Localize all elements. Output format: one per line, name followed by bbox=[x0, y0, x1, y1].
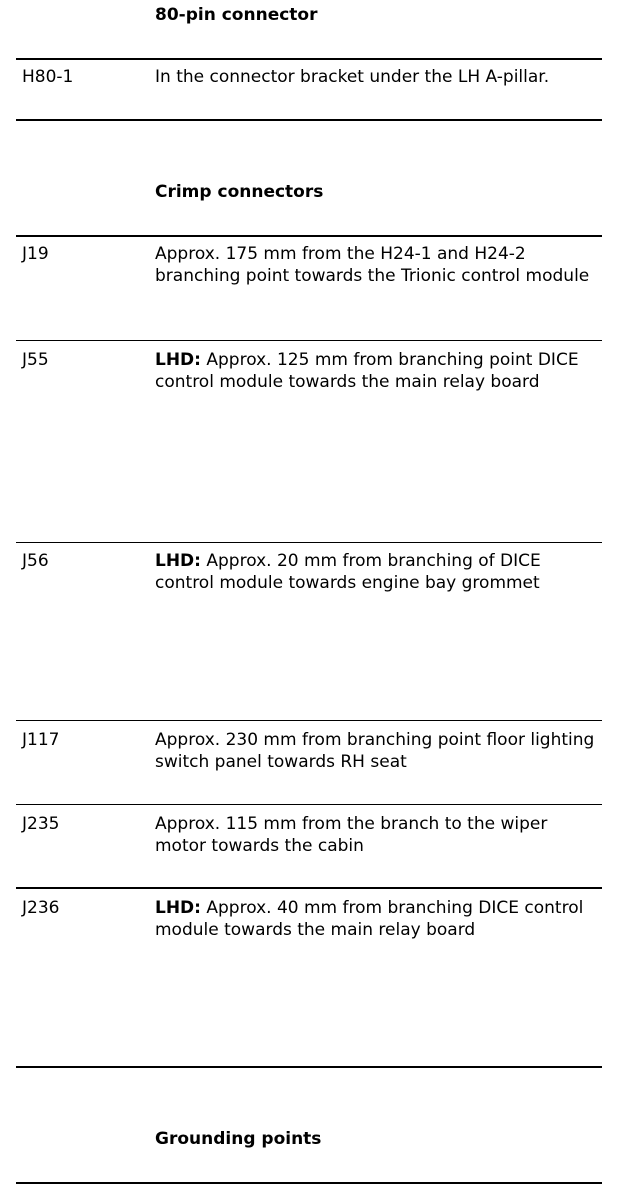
row-description-j56 bbox=[155, 550, 600, 594]
divider bbox=[16, 804, 602, 805]
divider bbox=[16, 58, 602, 60]
row-code-h80-1: H80-1 bbox=[22, 67, 74, 87]
row-prefix: LHD: bbox=[155, 898, 201, 918]
section-heading-crimp-connectors: Crimp connectors bbox=[155, 182, 324, 202]
row-text: In the connector bracket under the LH A-pillar. bbox=[155, 67, 550, 87]
row-text: Approx. 20 mm from branching of DICE control module towards engine bay grommet bbox=[155, 551, 541, 593]
divider bbox=[16, 1182, 602, 1184]
row-description-j236 bbox=[155, 897, 600, 941]
row-description-j19 bbox=[155, 243, 600, 287]
divider bbox=[16, 340, 602, 341]
row-description-j235 bbox=[155, 813, 600, 857]
row-text: Approx. 115 mm from the branch to the wiper motor towards the cabin bbox=[155, 814, 548, 856]
row-code-j19: J19 bbox=[22, 244, 49, 264]
row-description-j55 bbox=[155, 349, 600, 393]
row-code-j117: J117 bbox=[22, 730, 60, 750]
row-text: Approx. 40 mm from branching DICE control module towards the main relay board bbox=[155, 898, 584, 940]
divider bbox=[16, 235, 602, 237]
row-prefix: LHD: bbox=[155, 551, 201, 571]
divider bbox=[16, 720, 602, 721]
row-text: Approx. 125 mm from branching point DICE control module towards the main relay board bbox=[155, 350, 579, 392]
row-text: Approx. 175 mm from the H24-1 and H24-2 branching point towards the Trionic control module bbox=[155, 244, 590, 286]
row-prefix: LHD: bbox=[155, 350, 201, 370]
row-code-j236: J236 bbox=[22, 898, 60, 918]
row-description-h80-1 bbox=[155, 66, 600, 88]
row-code-j235: J235 bbox=[22, 814, 60, 834]
row-code-j55: J55 bbox=[22, 350, 49, 370]
row-code-j56: J56 bbox=[22, 551, 49, 571]
divider bbox=[16, 887, 602, 889]
divider bbox=[16, 1066, 602, 1068]
row-description-j117 bbox=[155, 729, 600, 773]
row-text: Approx. 230 mm from branching point floor lighting switch panel towards RH seat bbox=[155, 730, 595, 772]
divider bbox=[16, 542, 602, 543]
divider bbox=[16, 119, 602, 121]
section-heading-80-pin-connector: 80-pin connector bbox=[155, 5, 318, 25]
section-heading-grounding-points: Grounding points bbox=[155, 1129, 322, 1149]
